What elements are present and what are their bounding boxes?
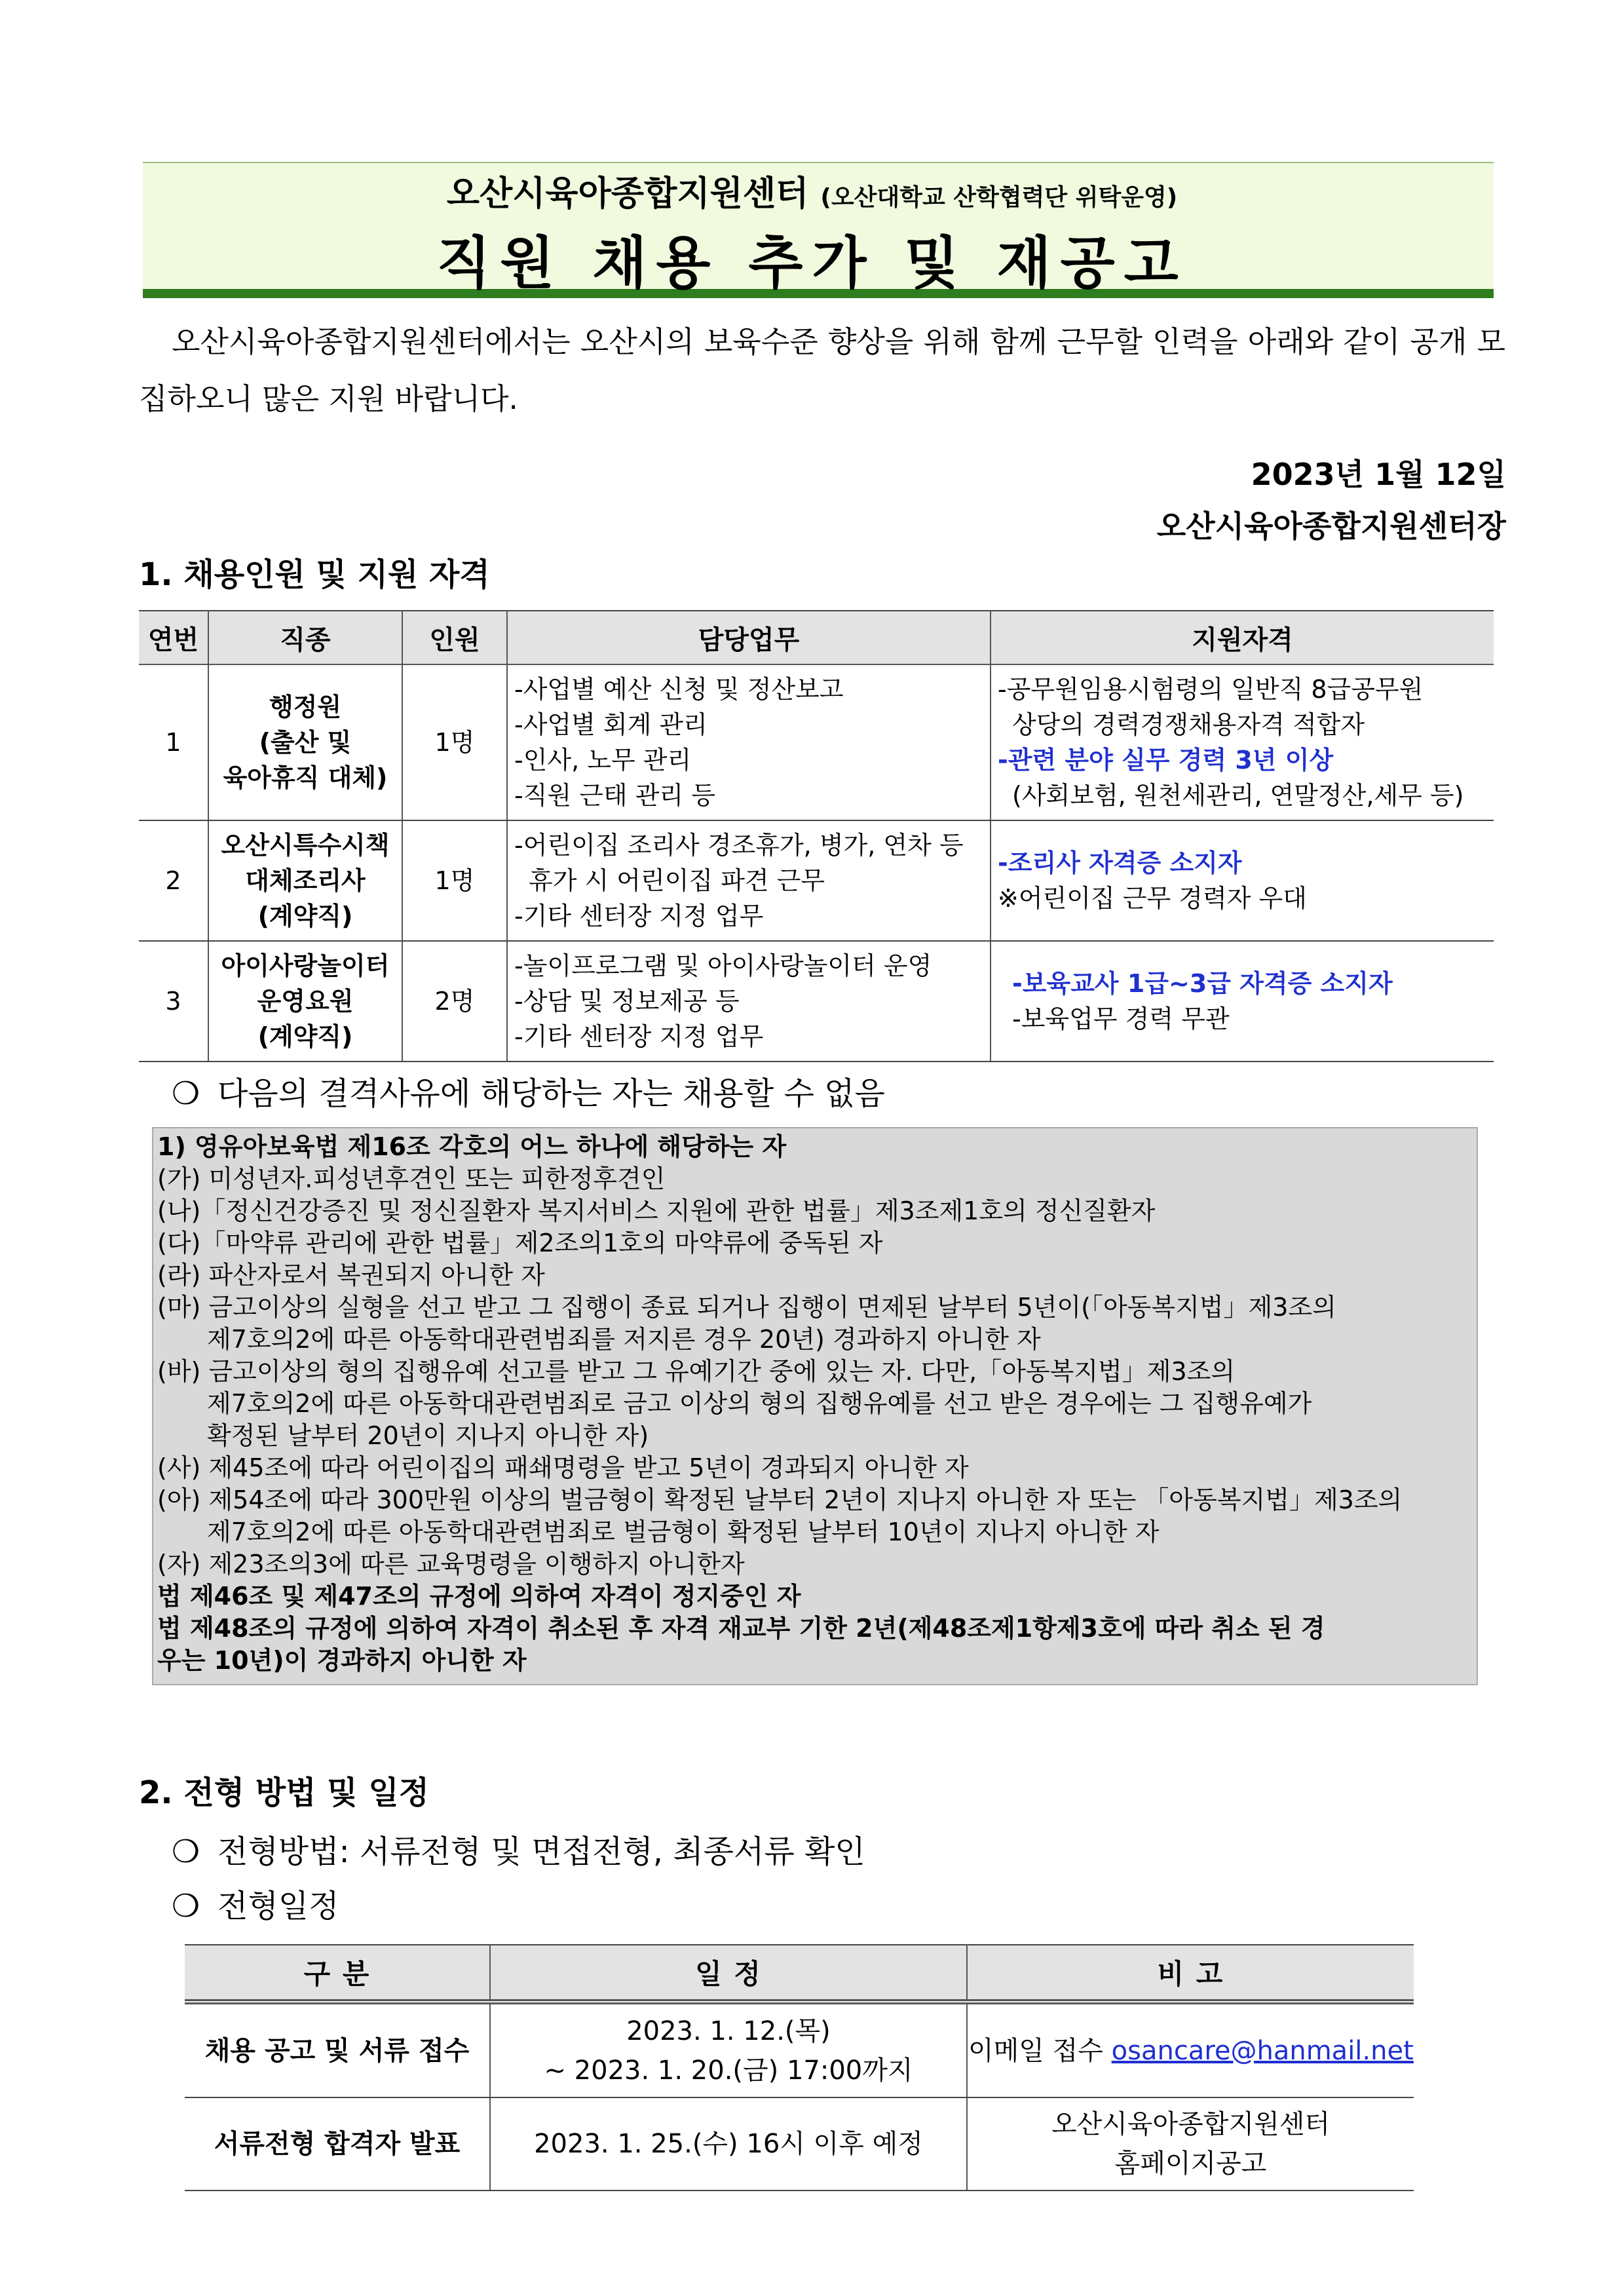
disqual-line: 우는 10년)이 경과하지 아니한 자 [157, 1646, 527, 1675]
disqual-line: (자) 제23조의3에 따른 교육명령을 이행하지 아니한자 [157, 1550, 745, 1578]
disqual-line: (아) 제54조에 따라 300만원 이상의 벌금형이 확정된 날부터 2년이 지나지 아니한 자 또는 「아동복지법」제3조의 [157, 1485, 1403, 1514]
circle-bullet-icon: ❍ [172, 1833, 200, 1870]
row-duties: -놀이프로그램 및 아이사랑놀이터 운영 -상담 및 정보제공 등 -기타 센터장 지정 업무 [507, 941, 991, 1062]
disqualification-heading-text: 다음의 결격사유에 해당하는 자는 채용할 수 없음 [217, 1075, 885, 1112]
disqual-line: 법 제46조 및 제47조의 규정에 의하여 자격이 정지중인 자 [157, 1582, 801, 1611]
row-qualification: -보육교사 1급~3급 자격증 소지자 -보육업무 경력 무관 [991, 941, 1494, 1062]
row-count: 2명 [402, 941, 507, 1062]
col-count: 인원 [402, 611, 507, 664]
row-count: 1명 [402, 664, 507, 820]
table-header-row [139, 611, 1494, 664]
table-header-row [185, 1945, 1414, 2002]
row-no: 2 [139, 820, 208, 941]
notice-signer: 오산시육아종합지원센터장 [1156, 508, 1506, 544]
col-date: 일 정 [490, 1945, 967, 2002]
table-row [185, 2097, 1414, 2191]
schedule-table [185, 1944, 1414, 2191]
org-title [0, 166, 1624, 215]
disqual-line: (마) 금고이상의 실형을 선고 받고 그 집행이 종료 되거나 집행이 면제된 날부터 5년이(「아동복지법」제3조의 [157, 1293, 1336, 1322]
notice-date: 2023년 1월 12일 [1251, 457, 1506, 492]
col-qualification: 지원자격 [991, 611, 1494, 664]
disqual-line: 법 제48조의 규정에 의하여 자격이 취소된 후 자격 재교부 기한 2년(제48조제1항제3호에 따라 취소 된 경 [157, 1614, 1325, 1643]
row-job: 아이사랑놀이터 운영요원 (계약직) [208, 941, 402, 1062]
row-no: 1 [139, 664, 208, 820]
table-row [139, 941, 1494, 1062]
intro-text: 오산시육아종합지원센터에서는 오산시의 보육수준 향상을 위해 함께 근무할 인력을 아래와 같이 공개 모집하오니 많은 지원 바랍니다. [139, 324, 1505, 416]
col-item: 구 분 [185, 1945, 490, 2002]
row-duties: -사업별 예산 신청 및 정산보고 -사업별 회계 관리 -인사, 노무 관리 -직원 근태 관리 등 [507, 664, 991, 820]
circle-bullet-icon: ❍ [172, 1075, 200, 1112]
row-job: 행정원 (출산 및 육아휴직 대체) [208, 664, 402, 820]
intro-paragraph [139, 313, 1505, 427]
selection-method [172, 1826, 865, 1871]
disqual-line: (가) 미성년자.피성년후견인 또는 피한정후견인 [157, 1164, 666, 1193]
disqual-line: (나)「정신건강증진 및 정신질환자 복지서비스 지원에 관한 법률」제3조제1호의 정신질환자 [157, 1196, 1156, 1225]
schedule-heading [172, 1881, 339, 1926]
table-row [185, 2002, 1414, 2097]
schedule-item: 채용 공고 및 서류 접수 [185, 2002, 490, 2097]
circle-bullet-icon: ❍ [172, 1888, 200, 1924]
col-no: 연번 [139, 611, 208, 664]
section-2-heading: 2. 전형 방법 및 일정 [139, 1774, 430, 1811]
section-1-heading: 1. 채용인원 및 지원 자격 [139, 556, 490, 593]
org-name: 오산시육아종합지원센터 [446, 174, 809, 214]
schedule-heading-text: 전형일정 [217, 1888, 339, 1924]
schedule-item: 서류전형 합격자 발표 [185, 2097, 490, 2191]
disqualification-heading [172, 1068, 885, 1113]
disqual-line: 제7호의2에 따른 아동학대관련범죄를 저지른 경우 20년) 경과하지 아니한 자 [207, 1325, 1041, 1354]
page-title: 직원 채용 추가 및 재공고 [436, 231, 1188, 296]
selection-method-text: 전형방법: 서류전형 및 면접전형, 최종서류 확인 [217, 1833, 865, 1870]
disqual-line: 1) 영유아보육법 제16조 각호의 어느 하나에 해당하는 자 [157, 1132, 787, 1161]
col-note: 비 고 [967, 1945, 1414, 2002]
disqual-line: (다)「마약류 관리에 관한 법률」제2조의1호의 마약류에 중독된 자 [157, 1229, 883, 1257]
disqual-line: (사) 제45조에 따라 어린이집의 패쇄명령을 받고 5년이 경과되지 아니한 자 [157, 1453, 969, 1482]
row-qualification: -조리사 자격증 소지자 ※어린이집 근무 경력자 우대 [991, 820, 1494, 941]
disqual-line: 확정된 날부터 20년이 지나지 아니한 자) [207, 1421, 649, 1450]
schedule-note: 오산시육아종합지원센터 홈페이지공고 [967, 2097, 1414, 2191]
row-job: 오산시특수시책 대체조리사 (계약직) [208, 820, 402, 941]
schedule-date: 2023. 1. 12.(목) ~ 2023. 1. 20.(금) 17:00까지 [490, 2002, 967, 2097]
row-no: 3 [139, 941, 208, 1062]
disqual-line: (바) 금고이상의 형의 집행유예 선고를 받고 그 유예기간 중에 있는 자. 다만,「아동복지법」제3조의 [157, 1357, 1236, 1386]
table-row [139, 664, 1494, 820]
row-count: 1명 [402, 820, 507, 941]
recruitment-table [139, 610, 1494, 1062]
row-duties: -어린이집 조리사 경조휴가, 병가, 연차 등 휴가 시 어린이집 파견 근무 -기타 센터장 지정 업무 [507, 820, 991, 941]
disqual-line: 제7호의2에 따른 아동학대관련범죄로 금고 이상의 형의 집행유예를 선고 받은 경우에는 그 집행유예가 [207, 1389, 1312, 1418]
disqual-line: 제7호의2에 따른 아동학대관련범죄로 벌금형이 확정된 날부터 10년이 지나지 아니한 자 [207, 1518, 1160, 1546]
org-subtitle: (오산대학교 산학협력단 위탁운영) [820, 184, 1178, 211]
email-link[interactable]: osancare@hanmail.net [1111, 2035, 1414, 2066]
disqual-line: (라) 파산자로서 복권되지 아니한 자 [157, 1261, 545, 1290]
table-row [139, 820, 1494, 941]
schedule-note: 이메일 접수 osancare@hanmail.net [967, 2002, 1414, 2097]
schedule-date: 2023. 1. 25.(수) 16시 이후 예정 [490, 2097, 967, 2191]
col-job: 직종 [208, 611, 402, 664]
col-duties: 담당업무 [507, 611, 991, 664]
disqualification-box [152, 1127, 1478, 1685]
row-qualification: -공무원임용시험령의 일반직 8급공무원 상당의 경력경쟁채용자격 적합자 -관련 분야 실무 경력 3년 이상 (사회보험, 원천세관리, 연말정산,세무 등) [991, 664, 1494, 820]
